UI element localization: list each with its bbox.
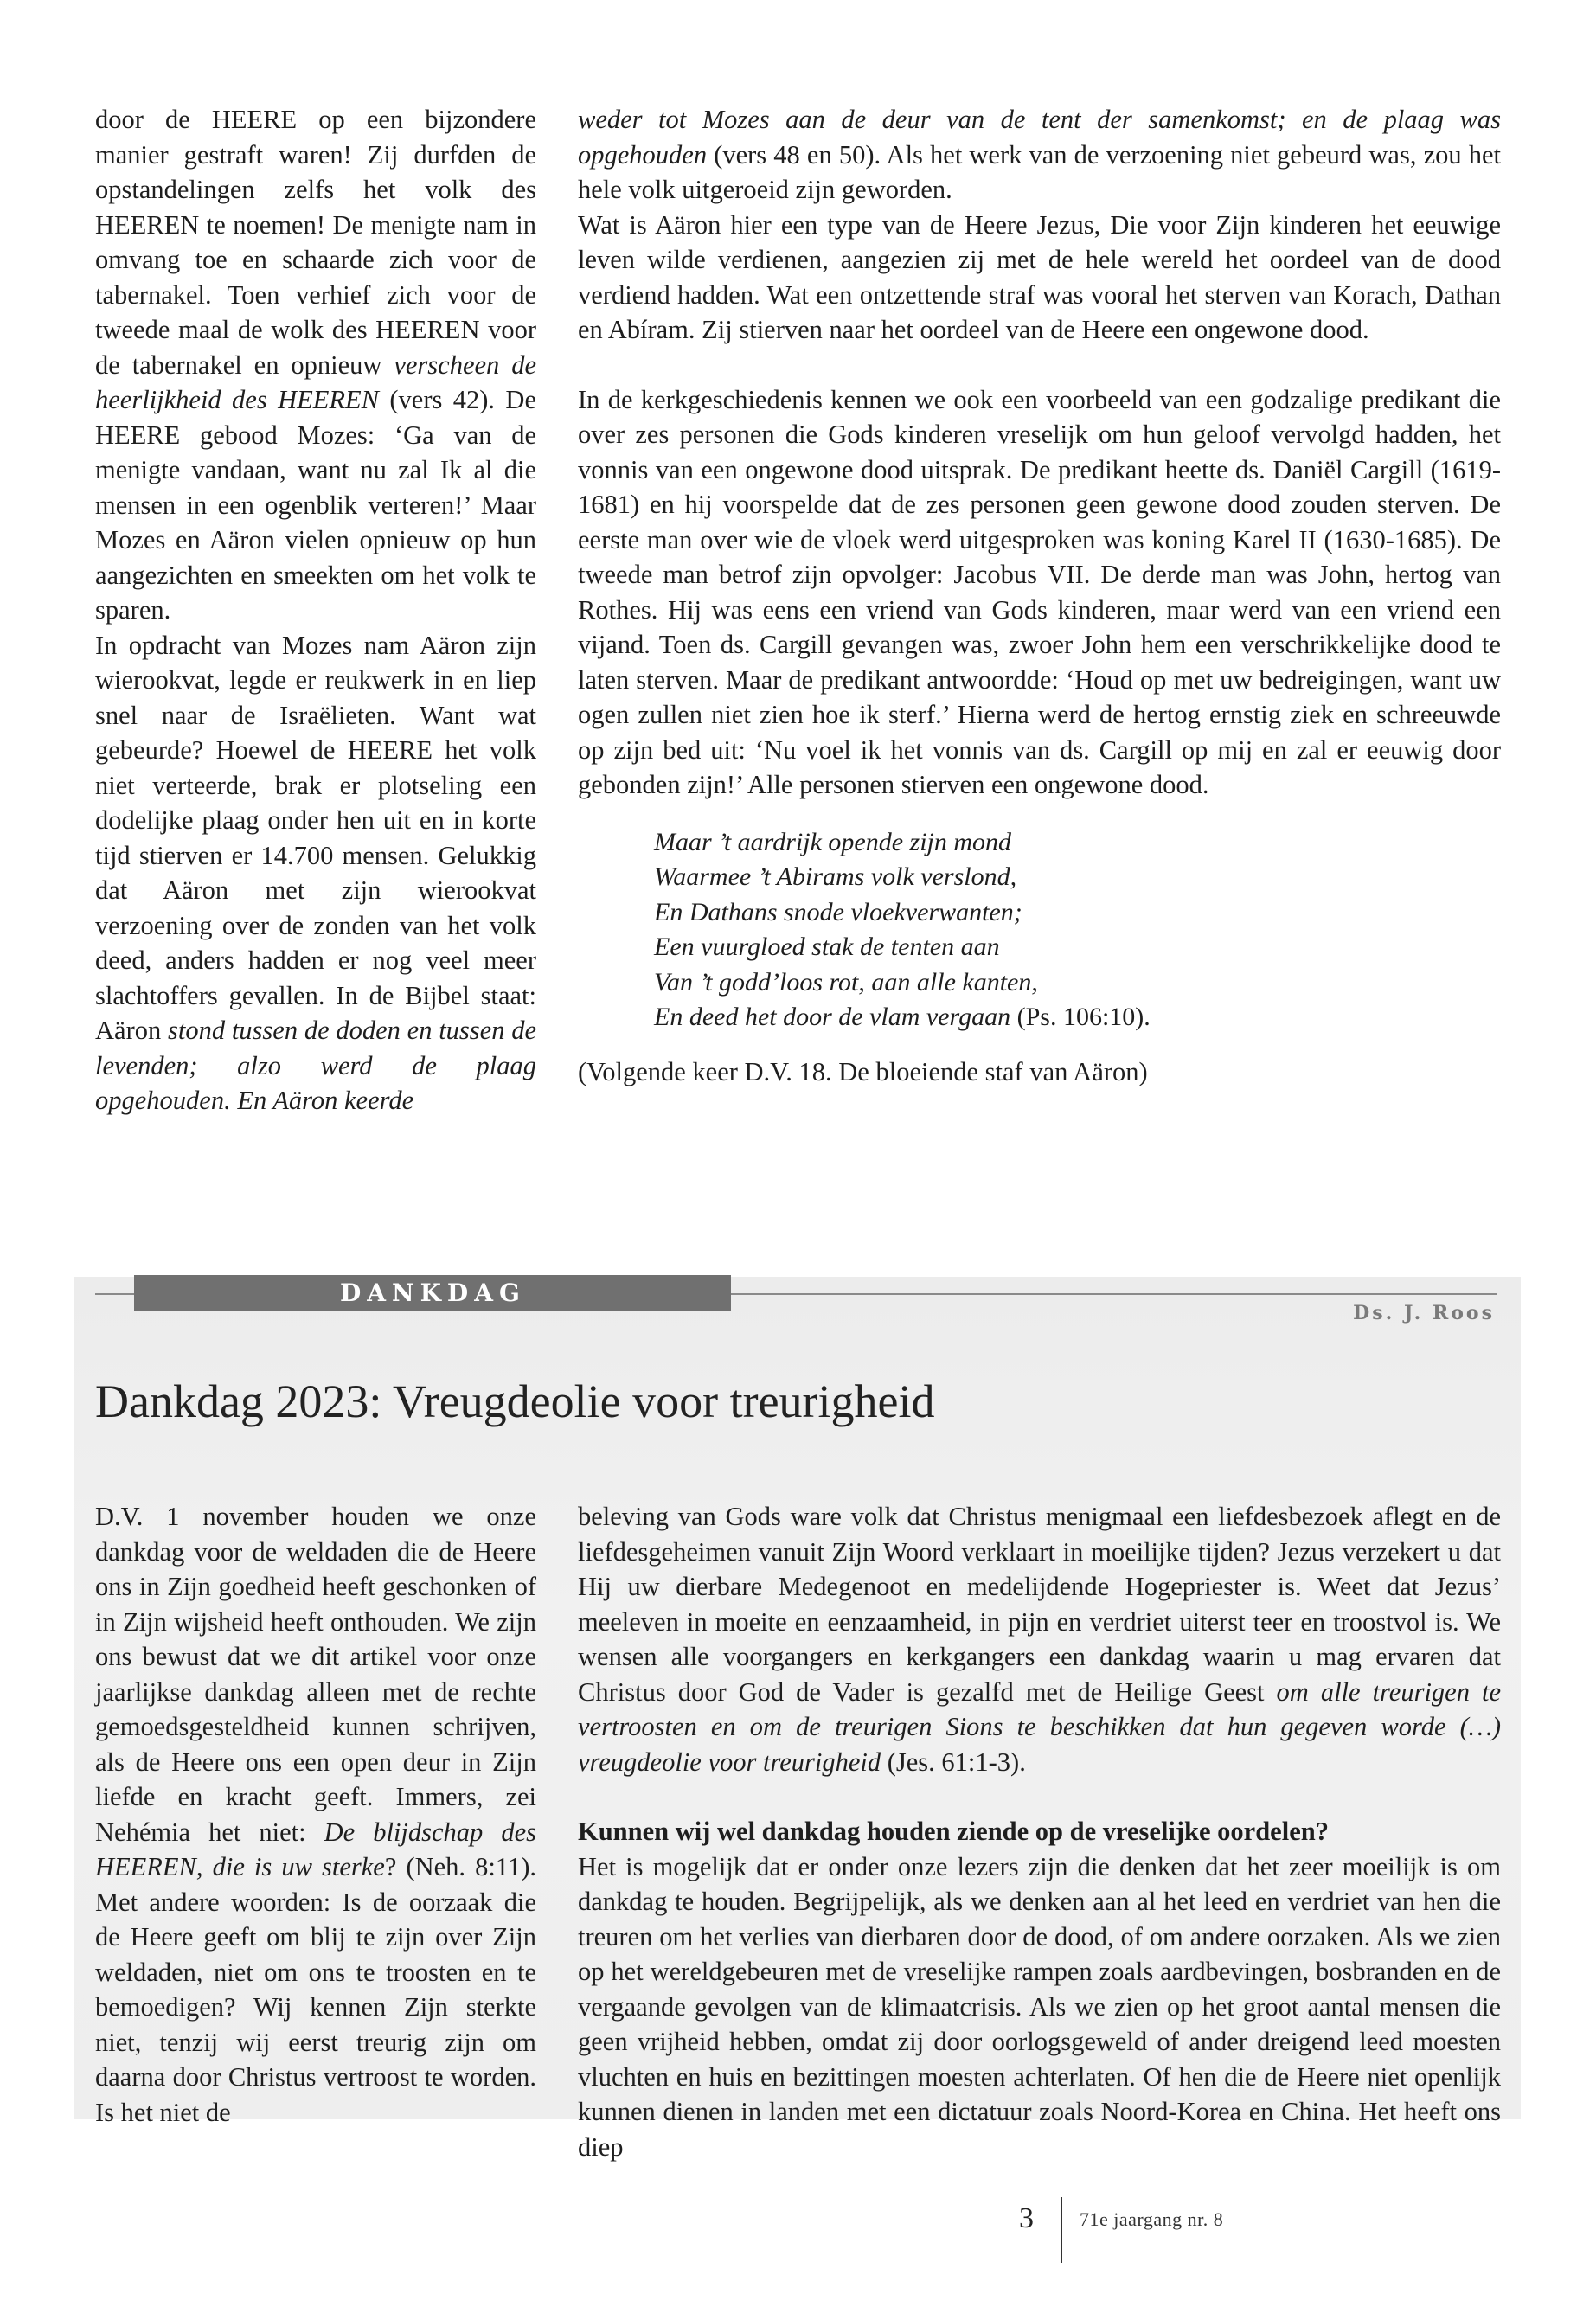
poem-line: Maar ’t aardrijk opende zijn mond <box>654 827 1012 856</box>
poem-last-line: En deed het door de vlam vergaan (Ps. 106:10). <box>654 1003 1151 1031</box>
page-number: 3 <box>1019 2202 1034 2234</box>
paragraph: Wat is Aäron hier een type van de Heere Jezus, Die voor Zijn kinderen het eeuwige leven wilde verdienen, aangezien zij met de hele wereld het oordeel van de dood verdiend hadden. Wat een ontzettende straf was vooral het sterven van Korach, Dathan en Abíram. Zij stierven naar het oordeel van de Heere een ongewone dood. <box>578 209 1501 344</box>
paragraph: beleving van Gods ware volk dat Christus menigmaal een liefdesbezoek aflegt en de liefdesgeheimen vanuit Zijn Woord verklaart in moeilijke tijden? Jezus verzekert u dat Hij uw dierbare Medegenoot en medelijdende Hogepriester is. Weet dat Jezus’ meeleven in moeite en eenzaamheid, in pijn en verdriet uiterst teer en troostvol is. We wensen alle voorgangers en kerkgangers een dankdag waarin u mag ervaren dat Christus door God de Vader is gezalfd met de Heilige Geest om alle treurigen te vertroosten en om de treurigen Sions te beschikken dat hun gegeven worde (…) vreugdeolie voor treurigheid (Jes. 61:1-3). <box>578 1502 1501 1777</box>
next-episode-note: (Volgende keer D.V. 18. De bloeiende staf van Aäron) <box>578 1056 1148 1086</box>
dankdag-left-column <box>95 1499 536 2130</box>
author-byline: Ds. J. Roos <box>1353 1302 1495 1324</box>
paragraph: In de kerkgeschiedenis kennen we ook een voorbeeld van een godzalige predikant die over zes personen die Gods kinderen vreselijk om hun geloof vervolgd hadden, het vonnis van een ongewone dood uitsprak. De predikant heette ds. Daniël Cargill (1619-1681) en hij voorspelde dat de zes personen geen gewone dood zouden sterven. De eerste man over wie de vloek werd uitgesproken was koning Karel II (1630-1685). De tweede man betrof zijn opvolger: Jacobus VII. De derde man was John, hertog van Rothes. Hij was eens een vriend van Gods kinderen, maar werd van een vriend een vijand. Toen ds. Cargill gevangen was, zwoer John hem een verschrikkelijke dood te laten sterven. Maar de predikant antwoordde: ‘Houd op met uw bedreigingen, want uw ogen zullen niet zien hoe ik sterf.’ Hierna werd de hertog ernstig ziek en schreeuwde op zijn bed uit: ‘Nu voel ik het vonnis van ds. Cargill op mij en zal er eeuwig door gebonden zijn!’ Alle personen stierven een ongewone dood. <box>578 384 1501 799</box>
dankdag-right-column <box>578 1499 1501 2164</box>
footer-divider <box>1061 2197 1062 2263</box>
issue-info: 71e jaargang nr. 8 <box>1080 2208 1224 2230</box>
paragraph: door de HEERE op een bijzondere manier gestraft waren! Zij durfden de opstandelingen zelfs het volk des HEEREN te noemen! De menigte nam in omvang toe en schaarde zich voor de tabernakel. Toen verhief zich voor de tweede maal de wolk des HEEREN voor de tabernakel en opnieuw verscheen de heerlijkheid des HEEREN (vers 42). De HEERE gebood Mozes: ‘Ga van de menigte vandaan, want nu zal Ik al die mensen in een ogenblik verteren!’ Maar Mozes en Aäron vielen opnieuw op hun aangezichten en smeekten om het volk te sparen. <box>95 105 536 625</box>
paragraph: D.V. 1 november houden we onze dankdag voor de weldaden die de Heere ons in Zijn goedheid heeft geschonken of in Zijn wijsheid heeft onthouden. We zijn ons bewust dat we dit artikel voor onze jaarlijkse dankdag alleen met de rechte gemoedsgesteldheid kunnen schrijven, als de Heere ons een open deur in Zijn liefde en kracht geeft. Immers, zei Nehémia het niet: De blijdschap des HEEREN, die is uw sterke? (Neh. 8:11). Met andere woorden: Is de oorzaak die de Heere geeft om blij te zijn over Zijn weldaden, niet om ons te troosten en te bemoedigen? Wij kennen Zijn sterkte niet, tenzij wij eerst treurig zijn om daarna door Christus vertroost te worden. Is het niet de <box>95 1502 536 2127</box>
section-label: DANKDAG <box>134 1275 731 1311</box>
poem-quote <box>654 825 1501 1035</box>
article-left-column <box>95 102 536 1118</box>
poem-line: Waarmee ’t Abirams volk verslond, <box>654 862 1017 891</box>
poem-line: En Dathans snode vloekverwanten; <box>654 897 1022 926</box>
poem-line: Een vuurgloed stak de tenten aan <box>654 933 1000 961</box>
article-title: Dankdag 2023: Vreugdeolie voor treurigheid <box>95 1375 935 1427</box>
paragraph: In opdracht van Mozes nam Aäron zijn wierookvat, legde er reukwerk in en liep snel naar de Israëlieten. Want wat gebeurde? Hoewel de HEERE het volk niet verteerde, brak er plotseling een dodelijke plaag onder hen uit en in korte tijd stierven er 14.700 mensen. Gelukkig dat Aäron met zijn wierookvat verzoening over de zonden van het volk deed, anders hadden er nog veel meer slachtoffers gevallen. In de Bijbel staat: Aäron stond tussen de doden en tussen de levenden; alzo werd de plaag opgehouden. En Aäron keerde <box>95 630 536 1115</box>
article-right-column <box>578 102 1501 1089</box>
paragraph: Het is mogelijk dat er onder onze lezers zijn die denken dat het zeer moeilijk is om dankdag te houden. Begrijpelijk, als we denken aan al het leed en verdriet van hen die treuren om het verlies van dierbaren door de dood, of om andere oorzaken. Als we zien op het wereldgebeuren met de vreselijke rampen zoals aardbevingen, bosbranden en de vergaande gevolgen van de klimaatcrisis. Als we zien op het groot aantal mensen die geen vrijheid hebben, omdat zij door oorlogsgeweld of ander dreigend leed moesten vluchten en huis en bezittingen moesten achterlaten. Of hen die de Heere niet openlijk kunnen dienen in landen met een dictatuur zoals Noord-Korea en China. Het heeft ons diep <box>578 1851 1501 2162</box>
poem-line: Van ’t godd’loos rot, aan alle kanten, <box>654 967 1038 997</box>
subheading: Kunnen wij wel dankdag houden ziende op de vreselijke oordelen? <box>578 1817 1329 1846</box>
paragraph: weder tot Mozes aan de deur van de tent der samenkomst; en de plaag was opgehouden (vers 48 en 50). Als het werk van de verzoening niet gebeurd was, zou het hele volk uitgeroeid zijn geworden. <box>578 105 1501 204</box>
